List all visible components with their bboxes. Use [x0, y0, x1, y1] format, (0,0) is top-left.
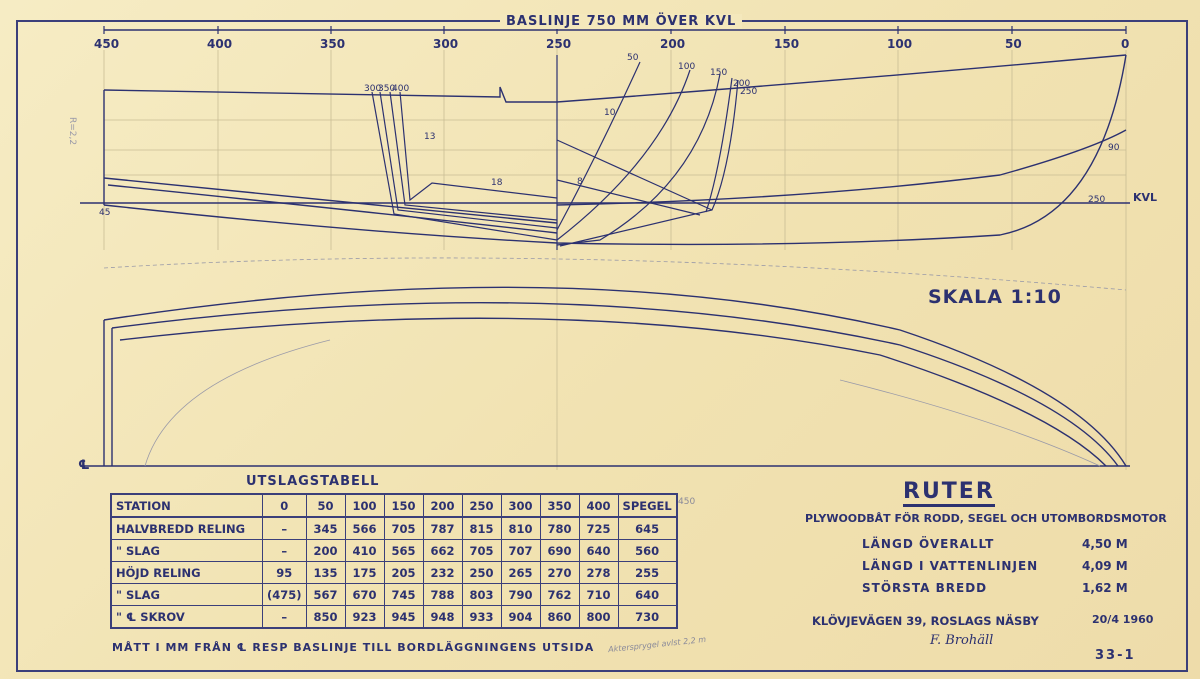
table-cell: 803 — [462, 584, 501, 606]
table-cell: 410 — [345, 540, 384, 562]
header-cell: 350 — [540, 494, 579, 517]
table-cell: 278 — [579, 562, 618, 584]
table-cell: 250 — [462, 562, 501, 584]
table-row — [111, 606, 677, 629]
table-cell: 566 — [345, 517, 384, 540]
dimension-note: 18 — [491, 178, 503, 188]
dimension-note: 8 — [577, 177, 583, 187]
table-cell: 705 — [384, 517, 423, 540]
table-cell: 933 — [462, 606, 501, 629]
row-label: " SLAG — [111, 584, 263, 606]
table-cell: 135 — [306, 562, 345, 584]
table-cell: 270 — [540, 562, 579, 584]
table-cell: 95 — [263, 562, 307, 584]
table-cell: 175 — [345, 562, 384, 584]
station-mark: 100 — [678, 62, 696, 72]
drawing-number: 33-1 — [1095, 648, 1136, 663]
row-label: HÖJD RELING — [111, 562, 263, 584]
pencil-annotation: 450 — [678, 497, 696, 507]
table-cell: 255 — [618, 562, 677, 584]
address: KLÖVJEVÄGEN 39, ROSLAGS NÄSBY — [812, 614, 1039, 628]
spec-value: 4,09 M — [1082, 559, 1128, 573]
header-cell: STATION — [111, 494, 263, 517]
boat-name-title: RUTER — [903, 480, 995, 507]
spec-label: LÄNGD ÖVERALLT — [862, 537, 995, 551]
x-tick-label: 150 — [774, 37, 800, 51]
x-tick-label: 300 — [433, 37, 459, 51]
row-label: " SLAG — [111, 540, 263, 562]
table-cell: – — [263, 517, 307, 540]
table-cell: 565 — [384, 540, 423, 562]
row-label: HALVBREDD RELING — [111, 517, 263, 540]
header-cell: 300 — [501, 494, 540, 517]
drawing-date: 20/4 1960 — [1092, 613, 1154, 626]
table-cell: 948 — [423, 606, 462, 629]
table-cell: (475) — [263, 584, 307, 606]
table-cell: – — [263, 606, 307, 629]
spec-value: 4,50 M — [1082, 537, 1128, 551]
table-row — [111, 540, 677, 562]
sheer-line — [557, 55, 1126, 102]
header-cell: SPEGEL — [618, 494, 677, 517]
station-grid — [104, 40, 1126, 470]
table-cell: 923 — [345, 606, 384, 629]
x-tick-label: 250 — [546, 37, 572, 51]
scale-label: SKALA 1:10 — [928, 286, 1062, 308]
pencil-annotation: Aktersprygel avlst 2,2 m — [607, 634, 707, 655]
table-cell: 662 — [423, 540, 462, 562]
table-row — [111, 584, 677, 606]
table-cell: – — [263, 540, 307, 562]
table-cell: 645 — [618, 517, 677, 540]
station-mark: 300 — [364, 84, 382, 94]
table-cell: 725 — [579, 517, 618, 540]
table-cell: 567 — [306, 584, 345, 606]
table-cell: 787 — [423, 517, 462, 540]
table-cell: 670 — [345, 584, 384, 606]
table-cell: 265 — [501, 562, 540, 584]
spec-value: 1,62 M — [1082, 581, 1128, 595]
table-cell: 232 — [423, 562, 462, 584]
header-cell: 200 — [423, 494, 462, 517]
dimension-note: 10 — [604, 108, 616, 118]
x-tick-label: 350 — [320, 37, 346, 51]
table-cell: 788 — [423, 584, 462, 606]
table-row — [111, 517, 677, 540]
x-tick-label: 200 — [660, 37, 686, 51]
station-mark: 200 — [733, 79, 751, 89]
x-tick-label: 100 — [887, 37, 913, 51]
table-cell: 345 — [306, 517, 345, 540]
centerline-label: ℄ — [78, 458, 90, 473]
plan-view — [80, 287, 1130, 466]
table-cell: 707 — [501, 540, 540, 562]
table-cell: 640 — [618, 584, 677, 606]
kvl-label: KVL — [1133, 191, 1158, 204]
boat-description: PLYWOODBÅT FÖR RODD, SEGEL OCH UTOMBORDSMOTOR — [805, 512, 1167, 525]
table-row — [111, 562, 677, 584]
table-cell: 815 — [462, 517, 501, 540]
x-tick-label: 450 — [94, 37, 120, 51]
table-cell: 800 — [579, 606, 618, 629]
row-label: " ℄ SKROV — [111, 606, 263, 629]
x-tick-label: 400 — [207, 37, 233, 51]
header-cell: 100 — [345, 494, 384, 517]
table-cell: 860 — [540, 606, 579, 629]
table-cell: 945 — [384, 606, 423, 629]
header-cell: 150 — [384, 494, 423, 517]
table-cell: 710 — [579, 584, 618, 606]
dimension-note: 90 — [1108, 143, 1120, 153]
pencil-radius-note: R=2,2 — [67, 116, 78, 146]
table-cell: 790 — [501, 584, 540, 606]
table-header-row — [111, 494, 677, 517]
spec-label: LÄNGD I VATTENLINJEN — [862, 559, 1039, 573]
table-cell: 730 — [618, 606, 677, 629]
table-cell: 850 — [306, 606, 345, 629]
baseline-title: BASLINJE 750 MM ÖVER KVL — [500, 14, 742, 29]
x-tick-label: 50 — [1005, 37, 1022, 51]
table-title: UTSLAGSTABELL — [246, 474, 380, 489]
table-cell: 690 — [540, 540, 579, 562]
station-mark: 400 — [392, 84, 410, 94]
table-cell: 640 — [579, 540, 618, 562]
table-cell: 780 — [540, 517, 579, 540]
table-cell: 904 — [501, 606, 540, 629]
dimension-note: 45 — [99, 208, 111, 218]
table-cell: 560 — [618, 540, 677, 562]
signature: F. Brohäll — [930, 633, 994, 648]
header-cell: 400 — [579, 494, 618, 517]
spec-label: STÖRSTA BREDD — [862, 581, 988, 595]
offsets-table — [110, 493, 678, 629]
header-cell: 0 — [263, 494, 307, 517]
header-cell: 250 — [462, 494, 501, 517]
table-cell: 200 — [306, 540, 345, 562]
station-mark: 350 — [378, 84, 396, 94]
station-mark: 150 — [710, 68, 728, 78]
x-tick-label: 0 — [1121, 37, 1130, 51]
dimension-note: 250 — [1088, 195, 1106, 205]
header-cell: 50 — [306, 494, 345, 517]
table-cell: 762 — [540, 584, 579, 606]
dimension-note: 13 — [424, 132, 436, 142]
table-cell: 705 — [462, 540, 501, 562]
table-cell: 810 — [501, 517, 540, 540]
station-mark: 250 — [740, 87, 758, 97]
sheer-halfbreadth — [104, 287, 1126, 466]
table-cell: 745 — [384, 584, 423, 606]
table-cell: 205 — [384, 562, 423, 584]
table-footnote: MÅTT I MM FRÅN ℄ RESP BASLINJE TILL BORDLÄGGNINGENS UTSIDA — [112, 641, 595, 654]
station-mark: 50 — [627, 53, 639, 63]
